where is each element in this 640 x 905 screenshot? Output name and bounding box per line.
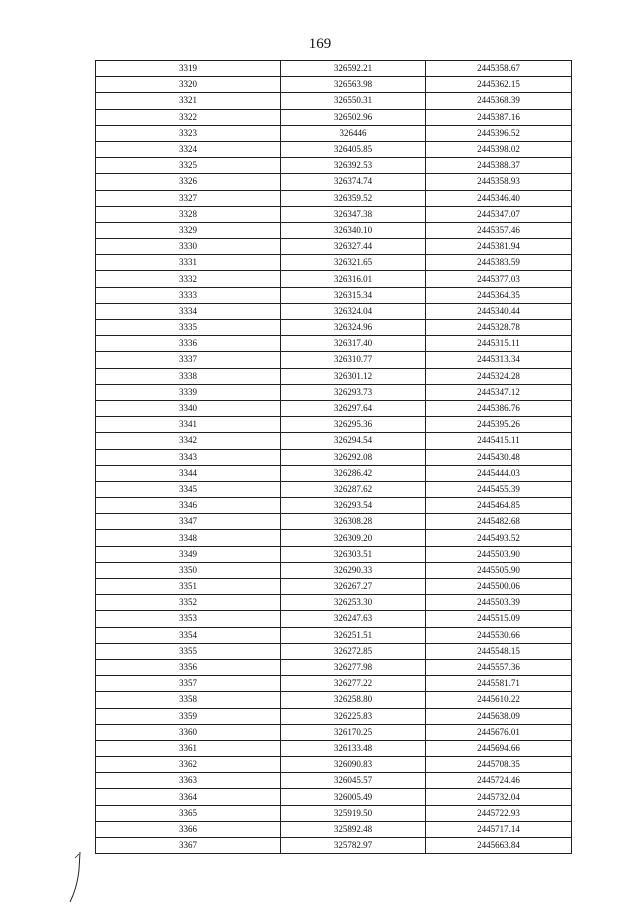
y-coordinate-cell: 2445503.90 bbox=[426, 546, 572, 562]
x-coordinate-cell: 326308.28 bbox=[281, 514, 426, 530]
y-coordinate-cell: 2445503.39 bbox=[426, 595, 572, 611]
table-row bbox=[96, 287, 572, 303]
table-row bbox=[96, 174, 572, 190]
table-row bbox=[96, 724, 572, 740]
table-row bbox=[96, 400, 572, 416]
point-number-cell: 3366 bbox=[96, 821, 281, 837]
y-coordinate-cell: 2445377.03 bbox=[426, 271, 572, 287]
point-number-cell: 3339 bbox=[96, 384, 281, 400]
point-number-cell: 3348 bbox=[96, 530, 281, 546]
table-row bbox=[96, 465, 572, 481]
y-coordinate-cell: 2445663.84 bbox=[426, 838, 572, 854]
point-number-cell: 3367 bbox=[96, 838, 281, 854]
x-coordinate-cell: 326133.48 bbox=[281, 740, 426, 756]
y-coordinate-cell: 2445515.09 bbox=[426, 611, 572, 627]
table-row bbox=[96, 449, 572, 465]
point-number-cell: 3323 bbox=[96, 125, 281, 141]
y-coordinate-cell: 2445708.35 bbox=[426, 757, 572, 773]
x-coordinate-cell: 326293.54 bbox=[281, 498, 426, 514]
y-coordinate-cell: 2445415.11 bbox=[426, 433, 572, 449]
x-coordinate-cell: 326247.63 bbox=[281, 611, 426, 627]
y-coordinate-cell: 2445315.11 bbox=[426, 336, 572, 352]
point-number-cell: 3333 bbox=[96, 287, 281, 303]
y-coordinate-cell: 2445464.85 bbox=[426, 498, 572, 514]
table-row bbox=[96, 190, 572, 206]
y-coordinate-cell: 2445340.44 bbox=[426, 303, 572, 319]
y-coordinate-cell: 2445395.26 bbox=[426, 417, 572, 433]
point-number-cell: 3329 bbox=[96, 222, 281, 238]
table-row bbox=[96, 562, 572, 578]
y-coordinate-cell: 2445676.01 bbox=[426, 724, 572, 740]
point-number-cell: 3332 bbox=[96, 271, 281, 287]
x-coordinate-cell: 326310.77 bbox=[281, 352, 426, 368]
table-row bbox=[96, 109, 572, 125]
table-row bbox=[96, 125, 572, 141]
table-row bbox=[96, 222, 572, 238]
table-row bbox=[96, 271, 572, 287]
y-coordinate-cell: 2445638.09 bbox=[426, 708, 572, 724]
x-coordinate-cell: 326090.83 bbox=[281, 757, 426, 773]
x-coordinate-cell: 326359.52 bbox=[281, 190, 426, 206]
table-row bbox=[96, 805, 572, 821]
point-number-cell: 3363 bbox=[96, 773, 281, 789]
y-coordinate-cell: 2445358.67 bbox=[426, 61, 572, 77]
x-coordinate-cell: 326277.22 bbox=[281, 676, 426, 692]
point-number-cell: 3344 bbox=[96, 465, 281, 481]
x-coordinate-cell: 326294.54 bbox=[281, 433, 426, 449]
y-coordinate-cell: 2445500.06 bbox=[426, 579, 572, 595]
table-row bbox=[96, 77, 572, 93]
point-number-cell: 3325 bbox=[96, 158, 281, 174]
y-coordinate-cell: 2445482.68 bbox=[426, 514, 572, 530]
table-row bbox=[96, 303, 572, 319]
table-row bbox=[96, 740, 572, 756]
x-coordinate-cell: 326321.65 bbox=[281, 255, 426, 271]
y-coordinate-cell: 2445346.40 bbox=[426, 190, 572, 206]
y-coordinate-cell: 2445357.46 bbox=[426, 222, 572, 238]
point-number-cell: 3351 bbox=[96, 579, 281, 595]
x-coordinate-cell: 326550.31 bbox=[281, 93, 426, 109]
y-coordinate-cell: 2445358.93 bbox=[426, 174, 572, 190]
y-coordinate-cell: 2445383.59 bbox=[426, 255, 572, 271]
point-number-cell: 3335 bbox=[96, 320, 281, 336]
x-coordinate-cell: 326287.62 bbox=[281, 481, 426, 497]
point-number-cell: 3324 bbox=[96, 141, 281, 157]
y-coordinate-cell: 2445396.52 bbox=[426, 125, 572, 141]
table-row bbox=[96, 141, 572, 157]
y-coordinate-cell: 2445313.34 bbox=[426, 352, 572, 368]
x-coordinate-cell: 326005.49 bbox=[281, 789, 426, 805]
point-number-cell: 3360 bbox=[96, 724, 281, 740]
table-row bbox=[96, 384, 572, 400]
y-coordinate-cell: 2445387.16 bbox=[426, 109, 572, 125]
x-coordinate-cell: 326340.10 bbox=[281, 222, 426, 238]
x-coordinate-cell: 326277.98 bbox=[281, 659, 426, 675]
x-coordinate-cell: 326253.30 bbox=[281, 595, 426, 611]
point-number-cell: 3338 bbox=[96, 368, 281, 384]
x-coordinate-cell: 326347.38 bbox=[281, 206, 426, 222]
point-number-cell: 3362 bbox=[96, 757, 281, 773]
x-coordinate-cell: 326290.33 bbox=[281, 562, 426, 578]
table-row bbox=[96, 239, 572, 255]
x-coordinate-cell: 326327.44 bbox=[281, 239, 426, 255]
y-coordinate-cell: 2445444.03 bbox=[426, 465, 572, 481]
point-number-cell: 3359 bbox=[96, 708, 281, 724]
y-coordinate-cell: 2445610.22 bbox=[426, 692, 572, 708]
table-row bbox=[96, 320, 572, 336]
point-number-cell: 3346 bbox=[96, 498, 281, 514]
table-row bbox=[96, 433, 572, 449]
y-coordinate-cell: 2445430.48 bbox=[426, 449, 572, 465]
y-coordinate-cell: 2445362.15 bbox=[426, 77, 572, 93]
point-number-cell: 3331 bbox=[96, 255, 281, 271]
point-number-cell: 3352 bbox=[96, 595, 281, 611]
point-number-cell: 3320 bbox=[96, 77, 281, 93]
point-number-cell: 3336 bbox=[96, 336, 281, 352]
point-number-cell: 3321 bbox=[96, 93, 281, 109]
x-coordinate-cell: 326563.98 bbox=[281, 77, 426, 93]
x-coordinate-cell: 326251.51 bbox=[281, 627, 426, 643]
y-coordinate-cell: 2445386.76 bbox=[426, 400, 572, 416]
table-row bbox=[96, 611, 572, 627]
point-number-cell: 3341 bbox=[96, 417, 281, 433]
point-number-cell: 3350 bbox=[96, 562, 281, 578]
table-row bbox=[96, 546, 572, 562]
point-number-cell: 3356 bbox=[96, 659, 281, 675]
y-coordinate-cell: 2445717.14 bbox=[426, 821, 572, 837]
table-row bbox=[96, 481, 572, 497]
y-coordinate-cell: 2445530.66 bbox=[426, 627, 572, 643]
x-coordinate-cell: 326316.01 bbox=[281, 271, 426, 287]
table-row bbox=[96, 498, 572, 514]
y-coordinate-cell: 2445398.02 bbox=[426, 141, 572, 157]
x-coordinate-cell: 326317.40 bbox=[281, 336, 426, 352]
point-number-cell: 3342 bbox=[96, 433, 281, 449]
y-coordinate-cell: 2445722.93 bbox=[426, 805, 572, 821]
x-coordinate-cell: 326324.96 bbox=[281, 320, 426, 336]
x-coordinate-cell: 326170.25 bbox=[281, 724, 426, 740]
table-row bbox=[96, 368, 572, 384]
table-row bbox=[96, 789, 572, 805]
point-number-cell: 3365 bbox=[96, 805, 281, 821]
point-number-cell: 3322 bbox=[96, 109, 281, 125]
x-coordinate-cell: 326324.04 bbox=[281, 303, 426, 319]
y-coordinate-cell: 2445347.07 bbox=[426, 206, 572, 222]
point-number-cell: 3345 bbox=[96, 481, 281, 497]
table-row bbox=[96, 514, 572, 530]
x-coordinate-cell: 325782.97 bbox=[281, 838, 426, 854]
y-coordinate-cell: 2445368.39 bbox=[426, 93, 572, 109]
x-coordinate-cell: 326267.27 bbox=[281, 579, 426, 595]
y-coordinate-cell: 2445557.36 bbox=[426, 659, 572, 675]
x-coordinate-cell: 326405.85 bbox=[281, 141, 426, 157]
table-row bbox=[96, 676, 572, 692]
point-number-cell: 3354 bbox=[96, 627, 281, 643]
table-row bbox=[96, 692, 572, 708]
coordinates-table-body bbox=[96, 61, 572, 854]
point-number-cell: 3353 bbox=[96, 611, 281, 627]
x-coordinate-cell: 326309.20 bbox=[281, 530, 426, 546]
x-coordinate-cell: 326374.74 bbox=[281, 174, 426, 190]
y-coordinate-cell: 2445324.28 bbox=[426, 368, 572, 384]
point-number-cell: 3337 bbox=[96, 352, 281, 368]
table-row bbox=[96, 417, 572, 433]
y-coordinate-cell: 2445455.39 bbox=[426, 481, 572, 497]
point-number-cell: 3328 bbox=[96, 206, 281, 222]
table-row bbox=[96, 255, 572, 271]
table-row bbox=[96, 352, 572, 368]
x-coordinate-cell: 326315.34 bbox=[281, 287, 426, 303]
table-row bbox=[96, 579, 572, 595]
coordinates-table bbox=[95, 60, 572, 854]
table-row bbox=[96, 93, 572, 109]
x-coordinate-cell: 326225.83 bbox=[281, 708, 426, 724]
y-coordinate-cell: 2445388.37 bbox=[426, 158, 572, 174]
table-row bbox=[96, 708, 572, 724]
y-coordinate-cell: 2445694.66 bbox=[426, 740, 572, 756]
y-coordinate-cell: 2445364.35 bbox=[426, 287, 572, 303]
table-row bbox=[96, 821, 572, 837]
point-number-cell: 3349 bbox=[96, 546, 281, 562]
point-number-cell: 3347 bbox=[96, 514, 281, 530]
y-coordinate-cell: 2445347.12 bbox=[426, 384, 572, 400]
x-coordinate-cell: 326502.96 bbox=[281, 109, 426, 125]
y-coordinate-cell: 2445732.04 bbox=[426, 789, 572, 805]
table-row bbox=[96, 336, 572, 352]
table-row bbox=[96, 595, 572, 611]
table-row bbox=[96, 773, 572, 789]
x-coordinate-cell: 326446 bbox=[281, 125, 426, 141]
point-number-cell: 3327 bbox=[96, 190, 281, 206]
point-number-cell: 3334 bbox=[96, 303, 281, 319]
point-number-cell: 3319 bbox=[96, 61, 281, 77]
table-row bbox=[96, 757, 572, 773]
point-number-cell: 3361 bbox=[96, 740, 281, 756]
y-coordinate-cell: 2445328.78 bbox=[426, 320, 572, 336]
x-coordinate-cell: 325919.50 bbox=[281, 805, 426, 821]
y-coordinate-cell: 2445505.90 bbox=[426, 562, 572, 578]
point-number-cell: 3330 bbox=[96, 239, 281, 255]
x-coordinate-cell: 326392.53 bbox=[281, 158, 426, 174]
x-coordinate-cell: 326297.64 bbox=[281, 400, 426, 416]
point-number-cell: 3355 bbox=[96, 643, 281, 659]
y-coordinate-cell: 2445381.94 bbox=[426, 239, 572, 255]
table-row bbox=[96, 627, 572, 643]
handwritten-signature-mark bbox=[60, 850, 90, 905]
table-row bbox=[96, 206, 572, 222]
x-coordinate-cell: 325892.48 bbox=[281, 821, 426, 837]
x-coordinate-cell: 326045.57 bbox=[281, 773, 426, 789]
point-number-cell: 3343 bbox=[96, 449, 281, 465]
y-coordinate-cell: 2445581.71 bbox=[426, 676, 572, 692]
table-row bbox=[96, 158, 572, 174]
table-row bbox=[96, 838, 572, 854]
table-row bbox=[96, 61, 572, 77]
y-coordinate-cell: 2445493.52 bbox=[426, 530, 572, 546]
point-number-cell: 3357 bbox=[96, 676, 281, 692]
x-coordinate-cell: 326293.73 bbox=[281, 384, 426, 400]
x-coordinate-cell: 326292.08 bbox=[281, 449, 426, 465]
point-number-cell: 3364 bbox=[96, 789, 281, 805]
table-row bbox=[96, 643, 572, 659]
table-row bbox=[96, 530, 572, 546]
y-coordinate-cell: 2445548.15 bbox=[426, 643, 572, 659]
x-coordinate-cell: 326301.12 bbox=[281, 368, 426, 384]
page-number: 169 bbox=[308, 36, 332, 52]
point-number-cell: 3326 bbox=[96, 174, 281, 190]
y-coordinate-cell: 2445724.46 bbox=[426, 773, 572, 789]
x-coordinate-cell: 326258.80 bbox=[281, 692, 426, 708]
table-row bbox=[96, 659, 572, 675]
x-coordinate-cell: 326303.51 bbox=[281, 546, 426, 562]
x-coordinate-cell: 326295.36 bbox=[281, 417, 426, 433]
point-number-cell: 3358 bbox=[96, 692, 281, 708]
x-coordinate-cell: 326286.42 bbox=[281, 465, 426, 481]
x-coordinate-cell: 326592.21 bbox=[281, 61, 426, 77]
point-number-cell: 3340 bbox=[96, 400, 281, 416]
x-coordinate-cell: 326272.85 bbox=[281, 643, 426, 659]
